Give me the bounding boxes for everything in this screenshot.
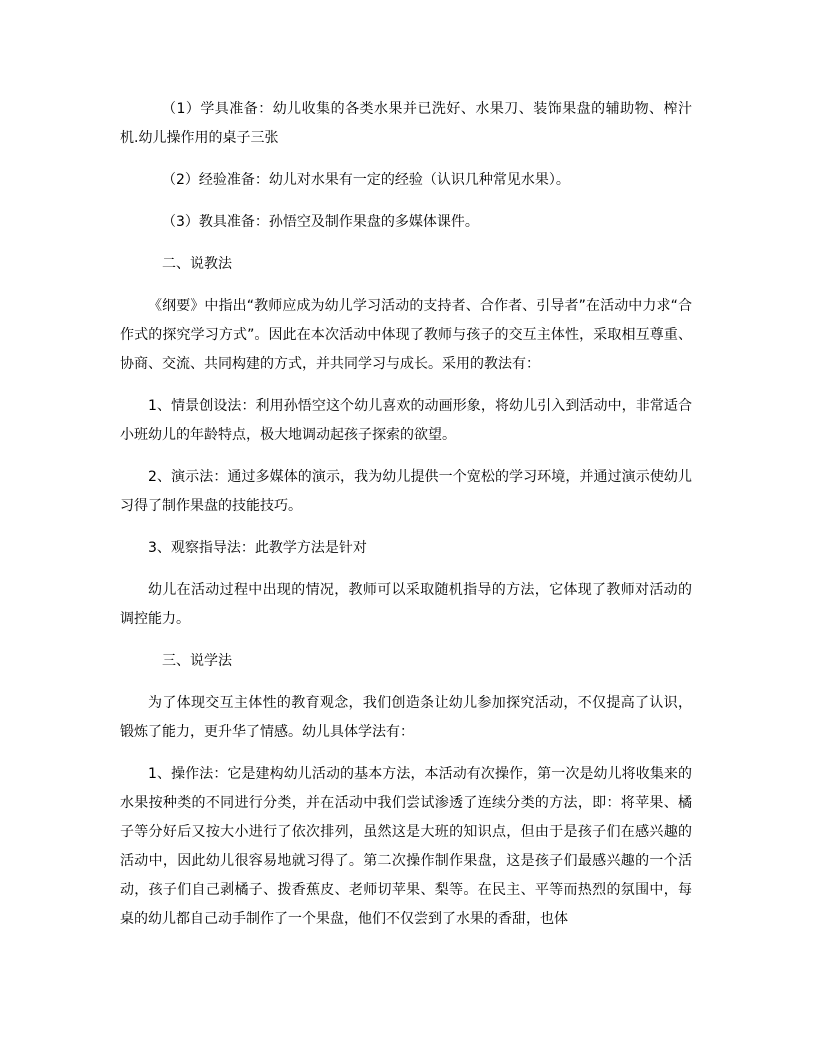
- paragraph-demonstration-method: 2、演示法：通过多媒体的演示，我为幼儿提供一个宽松的学习环境，并通过演示使幼儿习得了制作果盘的技能技巧。: [120, 469, 692, 514]
- paragraph-learning-intro: 为了体现交互主体性的教育观念，我们创造条让幼儿参加探究活动，不仅提高了认识，锻炼了能力，更升华了情感。幼儿具体学法有：: [120, 695, 692, 740]
- paragraph-guideline-quote: 《纲要》中指出“教师应成为幼儿学习活动的支持者、合作者、引导者”在活动中力求“合作式的探究学习方式”。因此在本次活动中体现了教师与孩子的交互主体性，采取相互尊重、协商、交流、共同构建的方式，并共同学习与成长。采用的教法有：: [120, 298, 692, 372]
- paragraph-experience-preparation: （2）经验准备：幼儿对水果有一定的经验（认识几种常见水果）。: [162, 172, 570, 188]
- paragraph-learning-materials: （1）学具准备：幼儿收集的各类水果并已洗好、水果刀、装饰果盘的辅助物、榨汁机.幼儿操作用的桌子三张: [120, 101, 692, 146]
- paragraph-observation-continued: 幼儿在活动过程中出现的情况，教师可以采取随机指导的方法，它体现了教师对活动的调控能力。: [120, 582, 692, 627]
- paragraph-operation-method: 1、操作法：它是建构幼儿活动的基本方法，本活动有次操作，第一次是幼儿将收集来的水果按种类的不同进行分类，并在活动中我们尝试渗透了连续分类的方法，即：将苹果、橘子等分好后又按大小进行了依次排列，虽然这是大班的知识点，但由于是孩子们在感兴趣的活动中，因此幼儿很容易地就习得了。第二次操作制作果盘，这是孩子们最感兴趣的一个活动，孩子们自己剥橘子、拨香蕉皮、老师切苹果、梨等。在民主、平等而热烈的氛围中，每桌的幼儿都自己动手制作了一个果盘，他们不仅尝到了水果的香甜，也体: [120, 766, 692, 927]
- paragraph-teaching-aids: （3）教具准备：孙悟空及制作果盘的多媒体课件。: [162, 214, 479, 230]
- paragraph-observation-method: 3、观察指导法：此教学方法是针对: [148, 540, 367, 556]
- paragraph-scenario-method: 1、情景创设法：利用孙悟空这个幼儿喜欢的动画形象，将幼儿引入到活动中，非常适合小班幼儿的年龄特点，极大地调动起孩子探索的欲望。: [120, 398, 692, 443]
- document-body: [120, 95, 692, 947]
- heading-teaching-methods: 二、说教法: [162, 256, 232, 272]
- heading-learning-methods: 三、说学法: [162, 653, 232, 669]
